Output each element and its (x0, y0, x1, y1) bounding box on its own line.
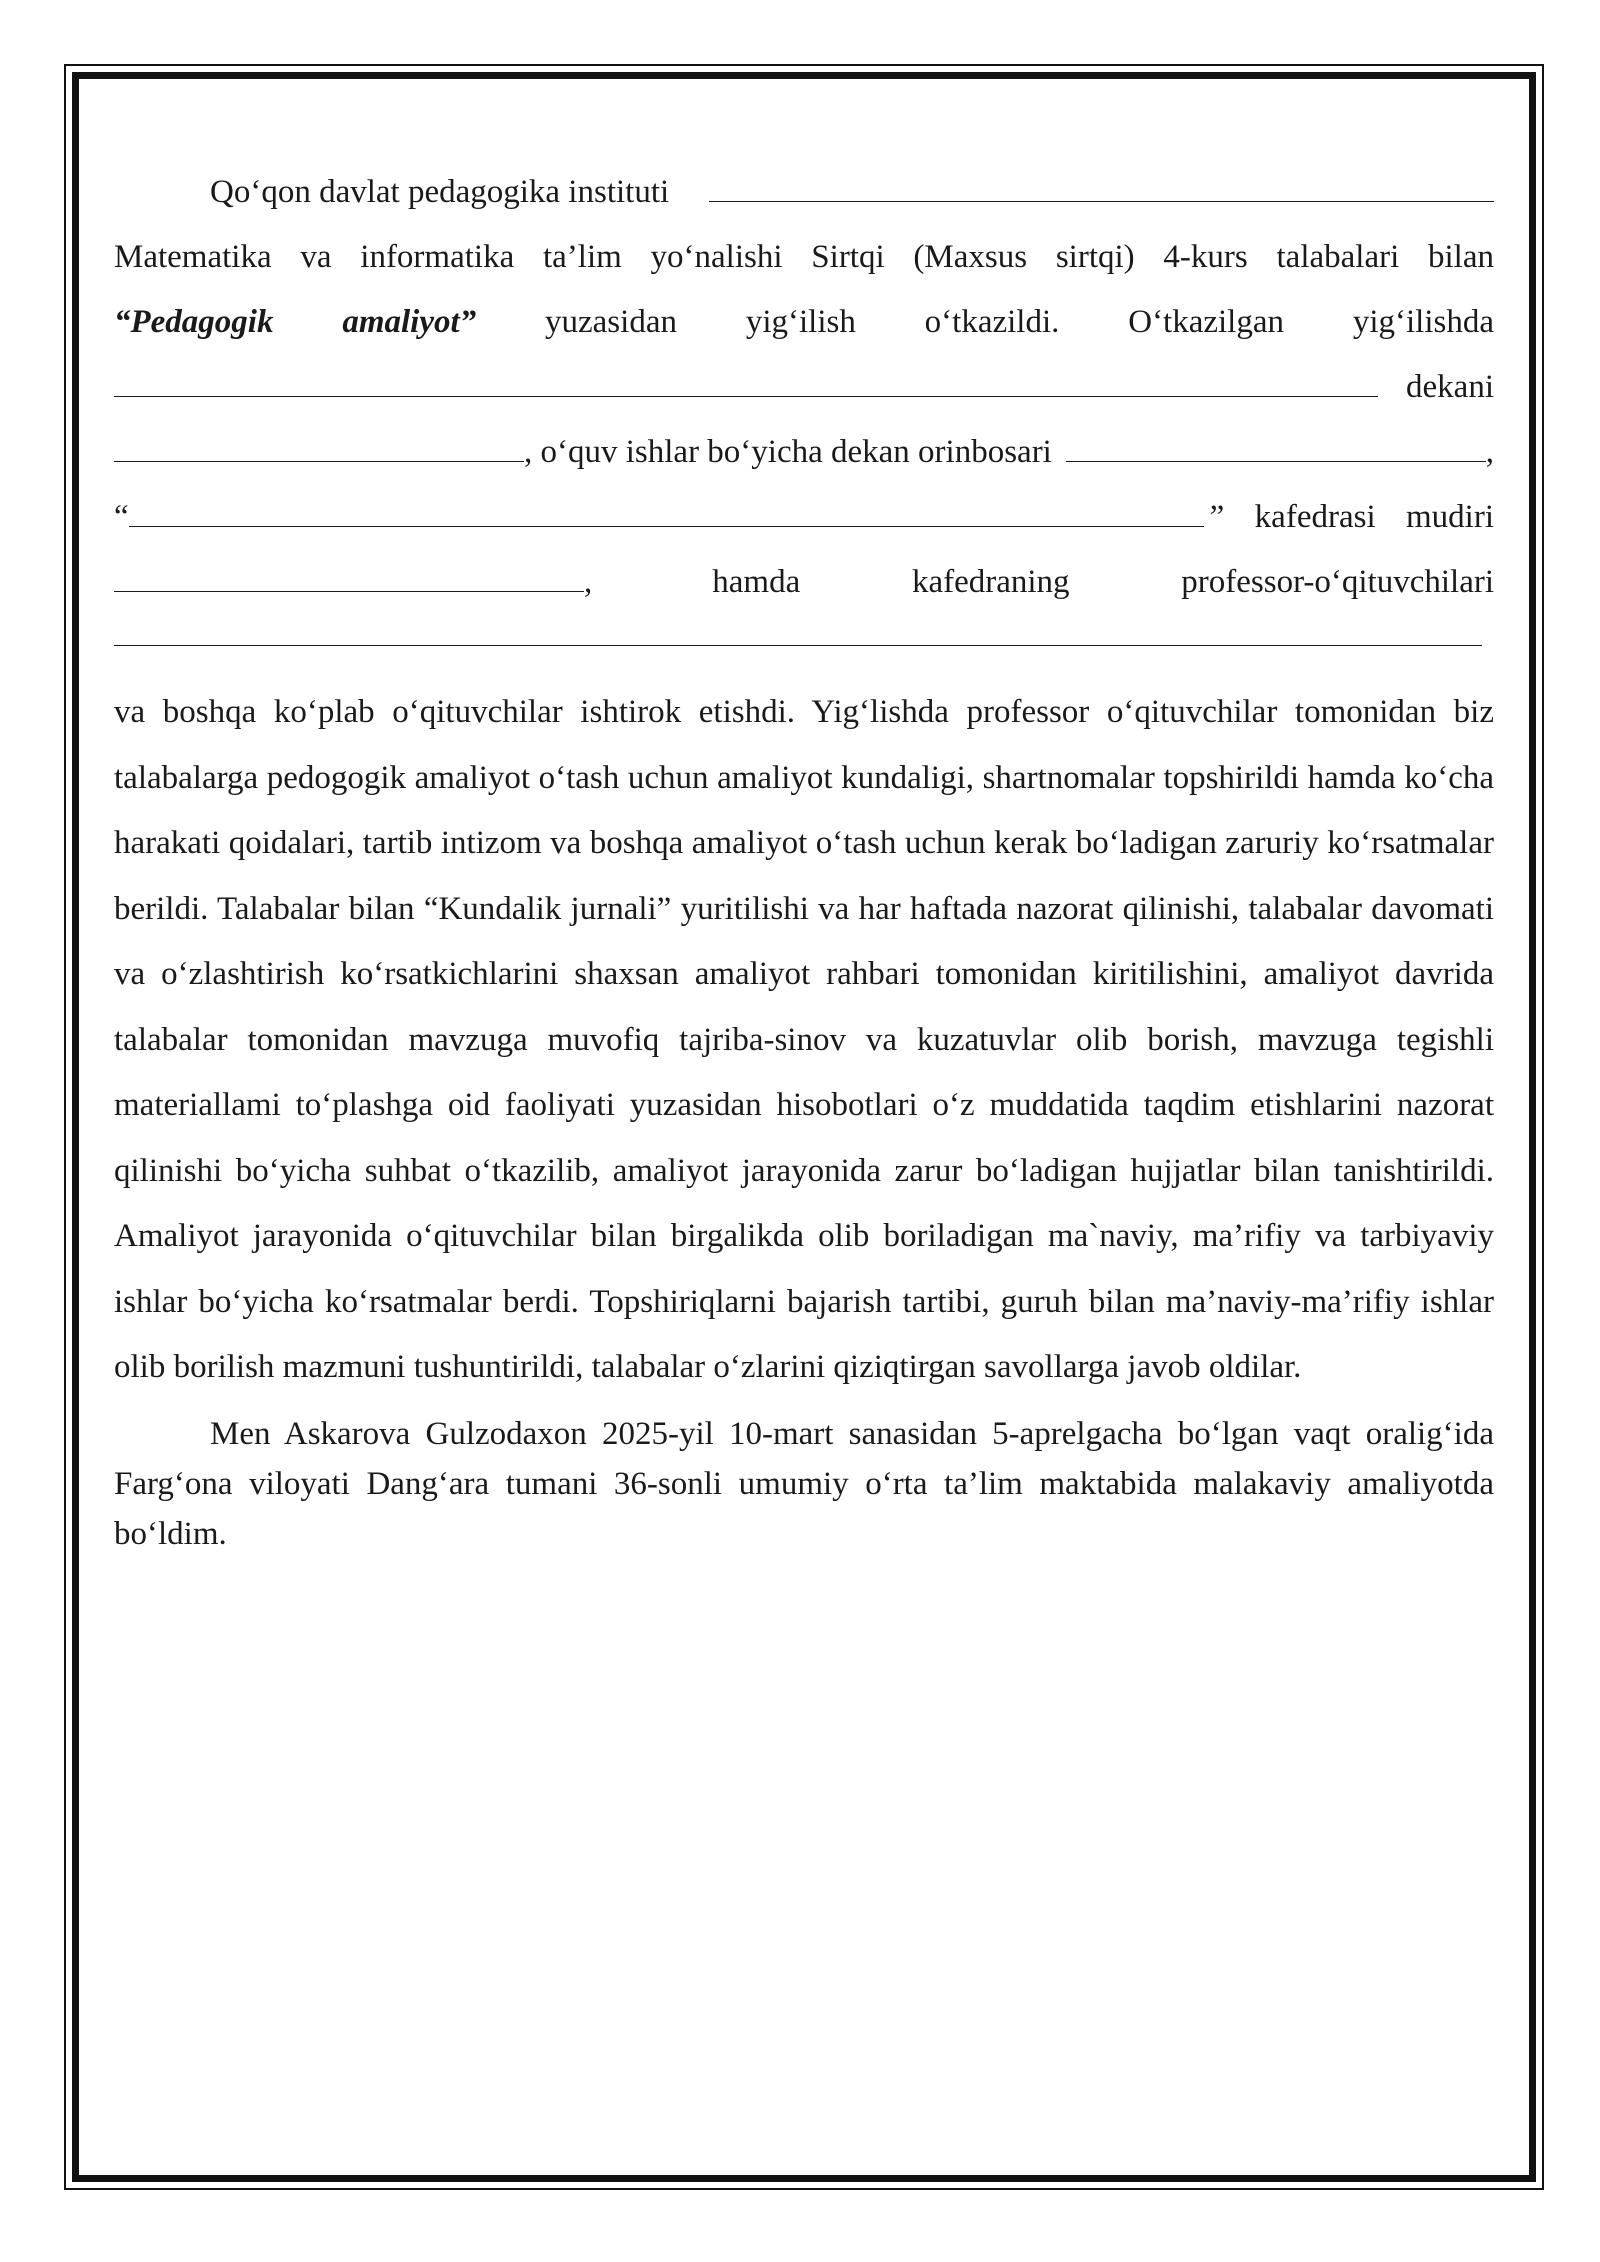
line-meeting (114, 290, 1494, 355)
institute-name: Qo‘qon davlat pedagogika instituti (210, 174, 670, 210)
blank-field-dean-name[interactable] (114, 431, 524, 462)
dean-label: dekani (1406, 369, 1494, 405)
paragraph-practice-info: Men Askarova Gulzodaxon 2025-yil 10-mart sanasidan 5-aprelgacha bo‘lgan vaqt oralig‘ida Farg‘ona viloyati Dang‘ara tumani 36-sonli umumiy o‘rta ta’lim maktabida malakaviy amaliyotda bo‘ldim. (114, 1415, 1494, 1552)
blank-field-institute[interactable] (709, 171, 1494, 202)
line-teachers-names (114, 615, 1494, 680)
line-department (114, 485, 1494, 550)
line-institute (114, 160, 1494, 225)
deputy-comma: , (1485, 434, 1494, 470)
blank-field-teachers[interactable] (114, 615, 1482, 646)
practice-title: “Pedagogik amaliyot” (114, 304, 477, 340)
teachers-comma: , (584, 564, 593, 600)
blank-field-department[interactable] (129, 496, 1204, 527)
department-head-label: ” kafedrasi mudiri (1209, 499, 1494, 535)
line-dean (114, 355, 1494, 420)
meeting-text: yuzasidan yig‘ilish o‘tkazildi. O‘tkazilgan yig‘ilishda (545, 304, 1495, 340)
document-body (114, 160, 1494, 1559)
blank-field-deputy-name[interactable] (1066, 431, 1486, 462)
line-deputy (114, 420, 1494, 485)
blank-field-faculty[interactable] (114, 366, 1378, 397)
line-program: Matematika va informatika ta’lim yo‘nalishi Sirtqi (Maxsus sirtqi) 4-kurs talabalari bilan (114, 239, 1494, 275)
blank-field-head-name[interactable] (114, 561, 584, 592)
paragraph-meeting-details: va boshqa ko‘plab o‘qituvchilar ishtirok etishdi. Yig‘lishda professor o‘qituvchilar tomonidan biz talabalarga pedogogik amaliyot o‘tash uchun amaliyot kundaligi, shartnomalar topshirildi hamda ko‘cha harakati qoidalari, tartib intizom va boshqa amaliyot o‘tash uchun kerak bo‘ladigan zaruriy ko‘rsatmalar berildi. Talabalar bilan “Kundalik jurnali” yuritilishi va har haftada nazorat qilinishi, talabalar davomati va o‘zlashtirish ko‘rsatkichlarini shaxsan amaliyot rahbari tomonidan kiritilishini, amaliyot davrida talabalar tomonidan mavzuga muvofiq tajriba-sinov va kuzatuvlar olib borish, mavzuga tegishli materiallami to‘plashga oid faoliyati yuzasidan hisobotlari o‘z muddatida taqdim etishlarini nazorat qilinishi bo‘yicha suhbat o‘tkazilib, amaliyot jarayonida zarur bo‘ladigan hujjatlar bilan tanishtirildi. Amaliyot jarayonida o‘qituvchilar bilan birgalikda olib boriladigan ma`naviy, ma’rifiy va tarbiyaviy ishlar bo‘yicha ko‘rsatmalar berdi. Topshiriqlarni bajarish tartibi, guruh bilan ma’naviy-ma’rifiy ishlar olib borilish mazmuni tushuntirildi, talabalar o‘zlarini qiziqtirgan savollarga javob oldilar. (114, 694, 1494, 1385)
teachers-label: hamda kafedraning professor-o‘qituvchilari (712, 564, 1494, 600)
quote-open: “ (114, 499, 129, 535)
deputy-label: , o‘quv ishlar bo‘yicha dekan orinbosari (524, 434, 1052, 470)
line-teachers (114, 550, 1494, 615)
